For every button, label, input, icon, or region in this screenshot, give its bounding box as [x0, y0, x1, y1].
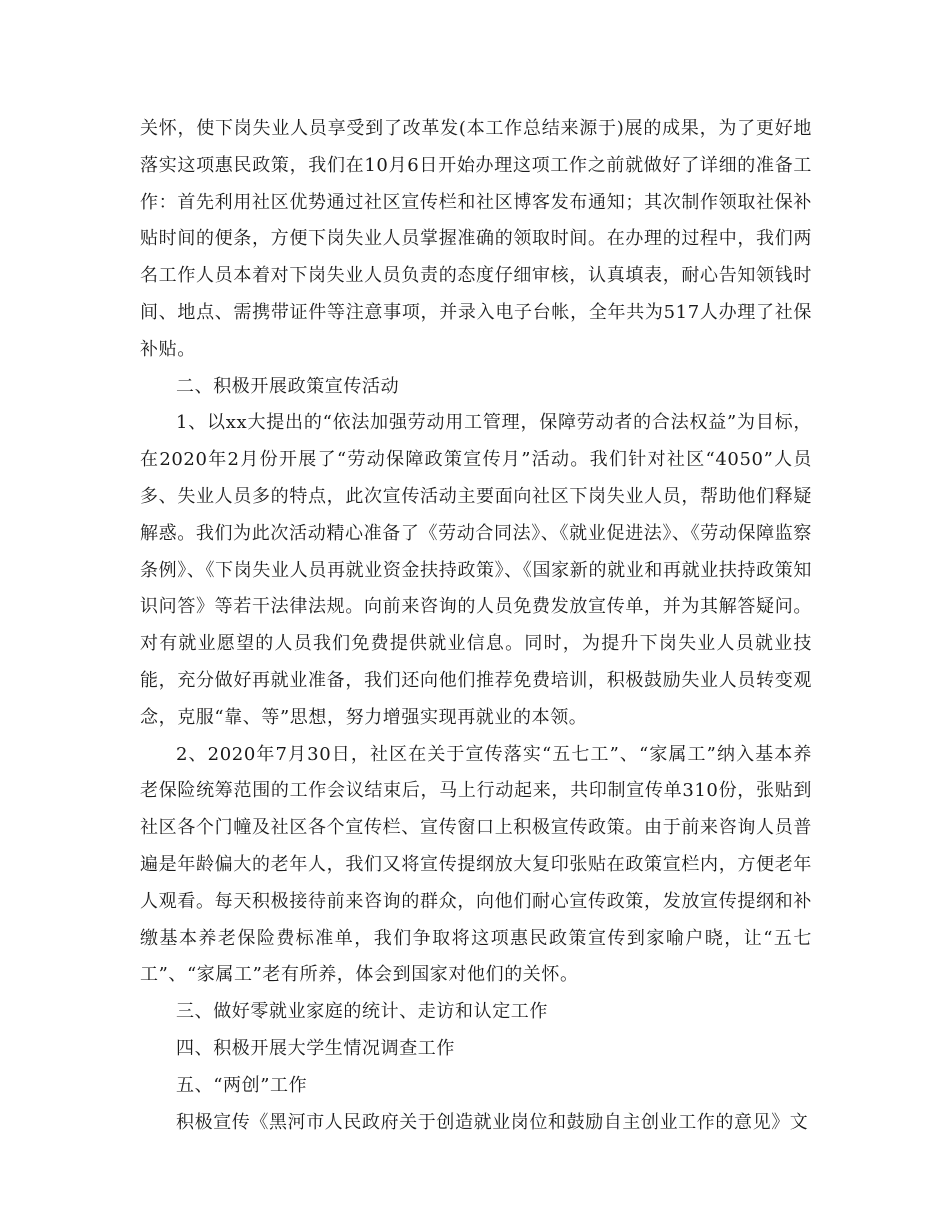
section-heading-zero-employment: 三、做好零就业家庭的统计、走访和认定工作: [176, 1001, 548, 1023]
paragraph-social-subsidy: 关怀，使下岗失业人员享受到了改革发(本工作总结来源于)展的成果，为了更好地落实这项惠民政策，我们在10月6日开始办理这项工作之前就做好了详细的准备工作：首先利用社区优势通过社区宣传栏和社区博客发布通知；其次制作领取社保补贴时间的便条，方便下岗失业人员掌握准确的领取时间。在办理的过程中，我们两名工作人员本着对下岗失业人员负责的态度仔细审核，认真填表，耐心告知领钱时间、地点、需携带证件等注意事项，并录入电子台帐，全年共为517人办理了社保补贴。: [140, 118, 812, 360]
section-heading-graduate-survey: 四、积极开展大学生情况调查工作: [176, 1037, 455, 1059]
section-heading-two-creations: 五、“两创”工作: [176, 1074, 308, 1096]
paragraph-publicity-month: 1、以xx大提出的“依法加强劳动用工管理，保障劳动者的合法权益”为目标，在2020年2月份开展了“劳动保障政策宣传月”活动。我们针对社区“4050”人员多、失业人员多的特点，此次宣传活动主要面向社区下岗失业人员，帮助他们释疑解惑。我们为此次活动精心准备了《劳动合同法》、《就业促进法》、《劳动保障监察条例》、《下岗失业人员再就业资金扶持政策》、《国家新的就业和再就业扶持政策知识问答》等若干法律法规。向前来咨询的人员免费发放宣传单，并为其解答疑问。对有就业愿望的人员我们免费提供就业信息。同时，为提升下岗失业人员就业技能，充分做好再就业准备，我们还向他们推荐免费培训，积极鼓励失业人员转变观念，克服“靠、等”思想，努力增强实现再就业的本领。: [140, 412, 812, 728]
document-body: [140, 111, 812, 1141]
paragraph-pension-publicity: 2、2020年7月30日，社区在关于宣传落实“五七工”、“家属工”纳入基本养老保险统筹范围的工作会议结束后，马上行动起来，共印制宣传单310份，张贴到社区各个门幢及社区各个宣传栏、宣传窗口上积极宣传政策。由于前来咨询人员普遍是年龄偏大的老年人，我们又将宣传提纲放大复印张贴在政策宣栏内，方便老年人观看。每天积极接待前来咨询的群众，向他们耐心宣传政策，发放宣传提纲和补缴基本养老保险费标准单，我们争取将这项惠民政策宣传到家喻户晓，让“五七工”、“家属工”老有所养，体会到国家对他们的关怀。: [140, 743, 812, 986]
section-heading-policy-publicity: 二、积极开展政策宣传活动: [176, 375, 400, 397]
paragraph-two-creations: 积极宣传《黑河市人民政府关于创造就业岗位和鼓励自主创业工作的意见》文: [176, 1111, 809, 1133]
